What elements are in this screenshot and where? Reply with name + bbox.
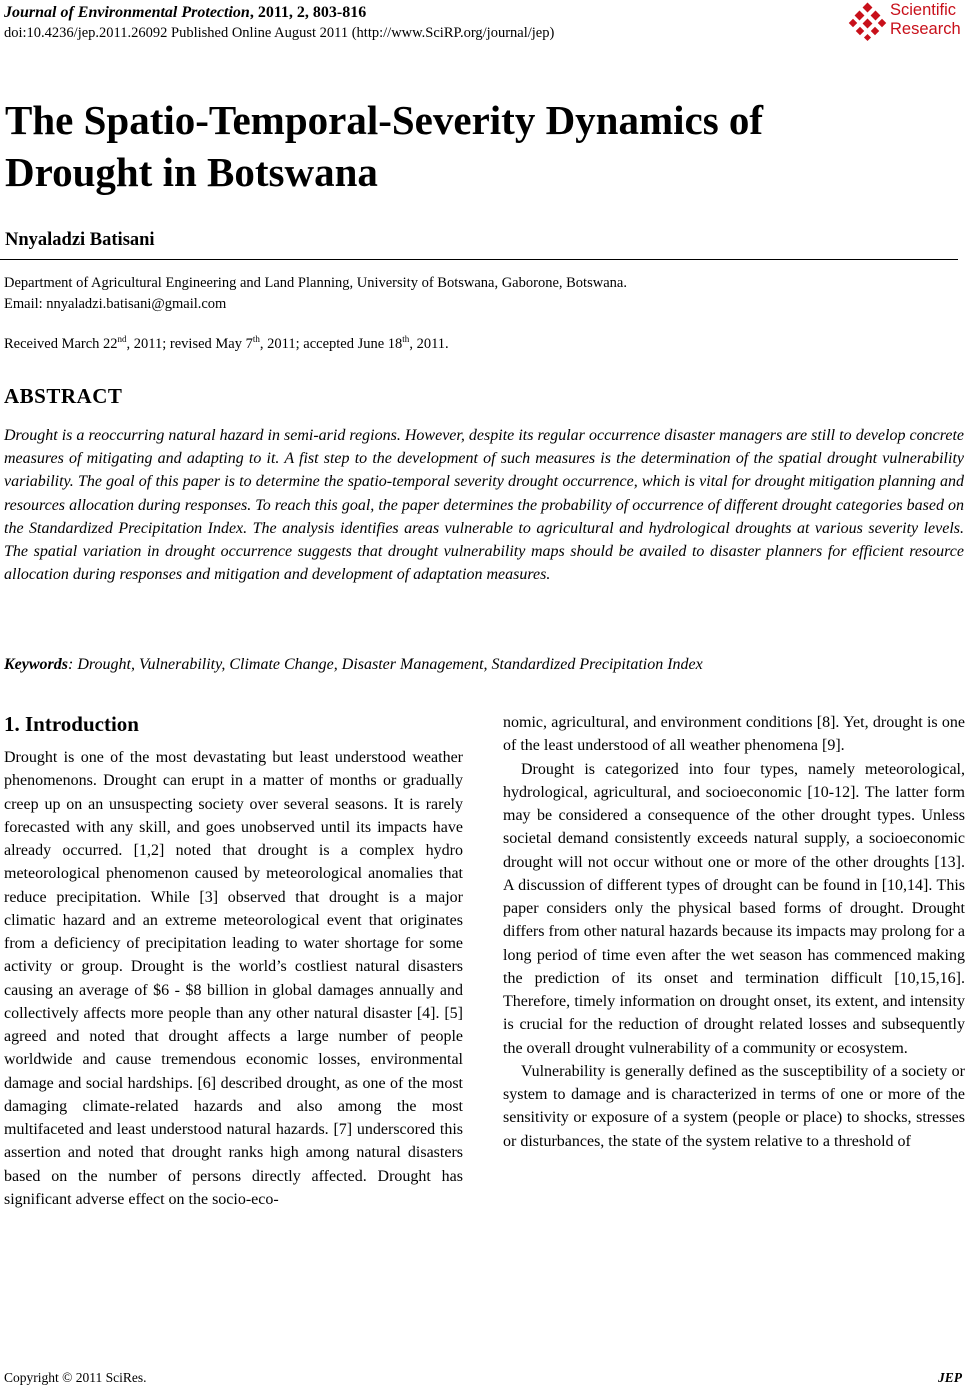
received-text-3: , 2011; accepted June 18: [259, 336, 403, 352]
left-column: [4, 746, 463, 1211]
abstract-text: Drought is a reoccurring natural hazard in semi-arid regions. However, despite its regular occurrence disaster managers are still to develop concrete measures of mitigating and adapting to it. A fist step to the development of such measures is the determination of the spatial drought vulnerability variability. The goal of this paper is to determine the spatio-temporal severity drought occurrence, which is vital for drought mitigation planning and resources allocation during responses. To reach this goal, the paper determines the probability of occurrence of different drought categories based on the Standardized Precipitation Index. The analysis identifies areas vulnerable to agricultural and hydrological droughts at various severity levels. The spatial variation in drought occurrence suggests that drought vulnerability maps should be availed to disaster planners for efficient resource allocation during responses and mitigation and development of adaptation measures.: [4, 427, 964, 584]
journal-name: Journal of Environmental Protection: [4, 4, 250, 21]
publisher-logo: [848, 0, 968, 44]
author-divider: [0, 259, 958, 260]
body-paragraph: Vulnerability is generally defined as the susceptibility of a society or system to damage and is characterized in terms of one or more of the sensitivity or exposure of a system (people or place) to shocks, stresses or disturbances, the state of the system relative to a threshold of: [503, 1062, 965, 1150]
footer-copyright: Copyright © 2011 SciRes.: [4, 1370, 147, 1385]
received-sup-1: nd: [117, 334, 127, 345]
logo-line-1: Scientific: [890, 1, 957, 19]
received-dates: [4, 336, 449, 353]
affiliation: Department of Agricultural Engineering and Land Planning, University of Botswana, Gaborone, Botswana.: [4, 275, 627, 291]
journal-details: , 2011, 2, 803-816: [249, 4, 367, 21]
keywords-list: : Drought, Vulnerability, Climate Change, Disaster Management, Standardized Precipitation Index: [68, 656, 703, 673]
journal-citation: [4, 3, 366, 22]
publisher-logo-text: [890, 1, 961, 39]
email: Email: nnyaladzi.batisani@gmail.com: [4, 296, 227, 312]
keywords: [4, 656, 964, 674]
received-sup-3: th: [402, 334, 410, 345]
received-text-1: Received March 22: [4, 336, 118, 352]
doi-line: doi:10.4236/jep.2011.26092 Published Online August 2011 (http://www.SciRP.org/journal/jep): [4, 25, 555, 41]
received-sup-2: th: [252, 334, 260, 345]
footer-journal-abbrev: JEP: [937, 1370, 962, 1385]
received-text-4: , 2011.: [409, 336, 449, 352]
body-paragraph: Drought is one of the most devastating but least understood weather phenomenons. Drought can erupt in a matter of months or gradually creep up on an unsuspecting society over several seasons. It is rarely forecasted with any skill, and goes unobserved until its impacts have already occurred. [1,2] noted that drought is a complex hydro meteorological phenomenon caused by meteorological anomalies that reduce precipitation. While [3] observed that drought is a major climatic hazard and an extreme meteorological event that originates from a deficiency of precipitation leading to water shortage for some activity or group. Drought is the world’s costliest natural disasters causing an average of $6 - $8 billion in global damages annually and collectively affects more people than any other natural disaster [4]. [5] agreed and noted that drought affects a large number of people worldwide and cause tremendous economic losses, environmental damage and social hardships. [6] described drought, as one of the most damaging climate-related hazards and also among the most multifaceted and least understood natural hazards. [7] underscored this assertion and noted that drought ranks high among natural disasters based on the number of persons directly affected. Drought has significant adverse effect on the socio-eco-: [4, 749, 463, 1208]
logo-line-2: Research: [890, 20, 961, 38]
body-paragraph: Drought is categorized into four types, namely meteorological, hydrological, agricultural, and socioeconomic [10-12]. The latter form may be considered a consequence of the other drought types. Unless societal demand consistently exceeds natural supply, a socioeconomic drought will not occur without one or more of the other droughts [13]. A discussion of different types of drought can be found in [10,14]. This paper considers only the physical based forms of drought. Drought differs from other natural hazards because its impacts may prolong for a long period of time even after the wet season has commenced making the prediction of its onset and termination difficult [10,15,16]. Therefore, timely information on drought onset, its extent, and intensity is crucial for the reduction of drought related losses and subsequently the overall drought vulnerability of a community or ecosystem.: [503, 760, 965, 1057]
received-text-2: , 2011; revised May 7: [126, 336, 253, 352]
affiliation-block: [4, 273, 627, 315]
title-line-1: The Spatio-Temporal-Severity Dynamics of: [5, 97, 764, 143]
paper-title: [5, 94, 945, 198]
title-line-2: Drought in Botswana: [5, 149, 378, 195]
abstract-heading: ABSTRACT: [4, 384, 123, 408]
section-heading: 1. Introduction: [4, 712, 139, 736]
publisher-logo-icon: [848, 2, 888, 42]
author-name: Nnyaladzi Batisani: [5, 230, 155, 250]
keywords-label: Keywords: [4, 656, 68, 673]
body-paragraph: nomic, agricultural, and environment conditions [8]. Yet, drought is one of the least understood of all weather phenomena [9].: [503, 714, 965, 755]
right-column: [503, 711, 965, 1153]
